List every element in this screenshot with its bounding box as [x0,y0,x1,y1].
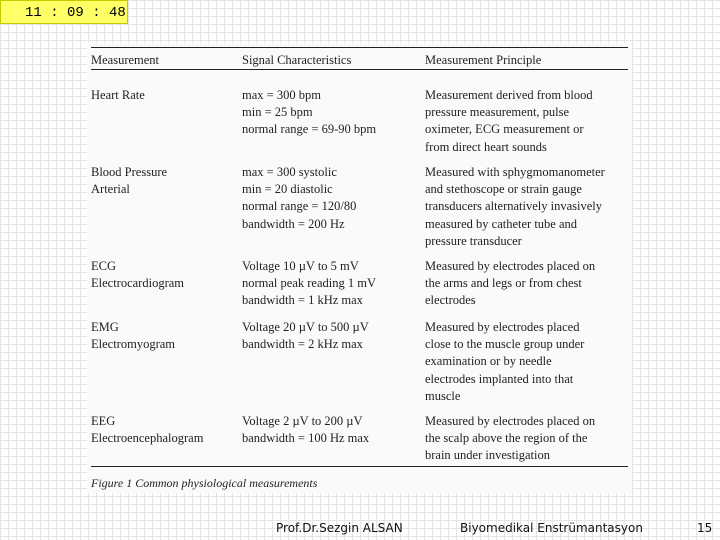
row-blood-pressure-measurement: Blood Pressure Arterial [91,165,168,197]
row-heart-rate-principle: Measurement derived from blood pressure measurement, pulse oximeter, ECG measurement or from direct heart sounds [425,88,593,154]
row-eeg-principle: Measured by electrodes placed on the scalp above the region of the brain under investigation [425,414,596,463]
header-measurement-principle: Measurement Principle [425,53,542,67]
header-measurement: Measurement [91,53,160,67]
row-blood-pressure-signal: max = 300 systolic min = 20 diastolic normal range = 120/80 bandwidth = 200 Hz [242,165,357,231]
row-heart-rate-signal: max = 300 bpm min = 25 bpm normal range = 69-90 bpm [242,88,377,137]
row-ecg-principle: Measured by electrodes placed on the arms and legs or from chest electrodes [425,259,596,308]
clock-display: 11 : 09 : 48 [0,0,128,24]
footer-course: Biyomedikal Enstrümantasyon [460,521,643,535]
row-blood-pressure-principle: Measured with sphygmomanometer and stethoscope or strain gauge transducers alternatively invasively measured by catheter tube and pressure transducer [425,165,605,248]
row-emg-measurement: EMG Electromyogram [91,320,175,352]
footer-page-number: 15 [697,521,713,535]
row-emg-signal: Voltage 20 µV to 500 µV bandwidth = 2 kHz max [242,320,369,352]
row-ecg-signal: Voltage 10 µV to 5 mV normal peak reading 1 mV bandwidth = 1 kHz max [242,259,376,308]
row-emg-principle: Measured by electrodes placed close to the muscle group under examination or by needle electrodes implanted into that muscle [425,320,585,403]
row-eeg-measurement: EEG Electroencephalogram [91,414,204,446]
table-bottom-rule [91,466,628,467]
scanned-table-image [87,43,632,493]
figure-caption: Figure 1 Common physiological measurements [91,476,318,490]
footer-author: Prof.Dr.Sezgin ALSAN [276,521,403,535]
row-heart-rate-measurement: Heart Rate [91,88,145,102]
row-eeg-signal: Voltage 2 µV to 200 µV bandwidth = 100 Hz max [242,414,370,446]
header-signal-characteristics: Signal Characteristics [242,53,352,67]
row-ecg-measurement: ECG Electrocardiogram [91,259,185,291]
table-header-rule [91,69,628,70]
table-top-rule [91,47,628,48]
